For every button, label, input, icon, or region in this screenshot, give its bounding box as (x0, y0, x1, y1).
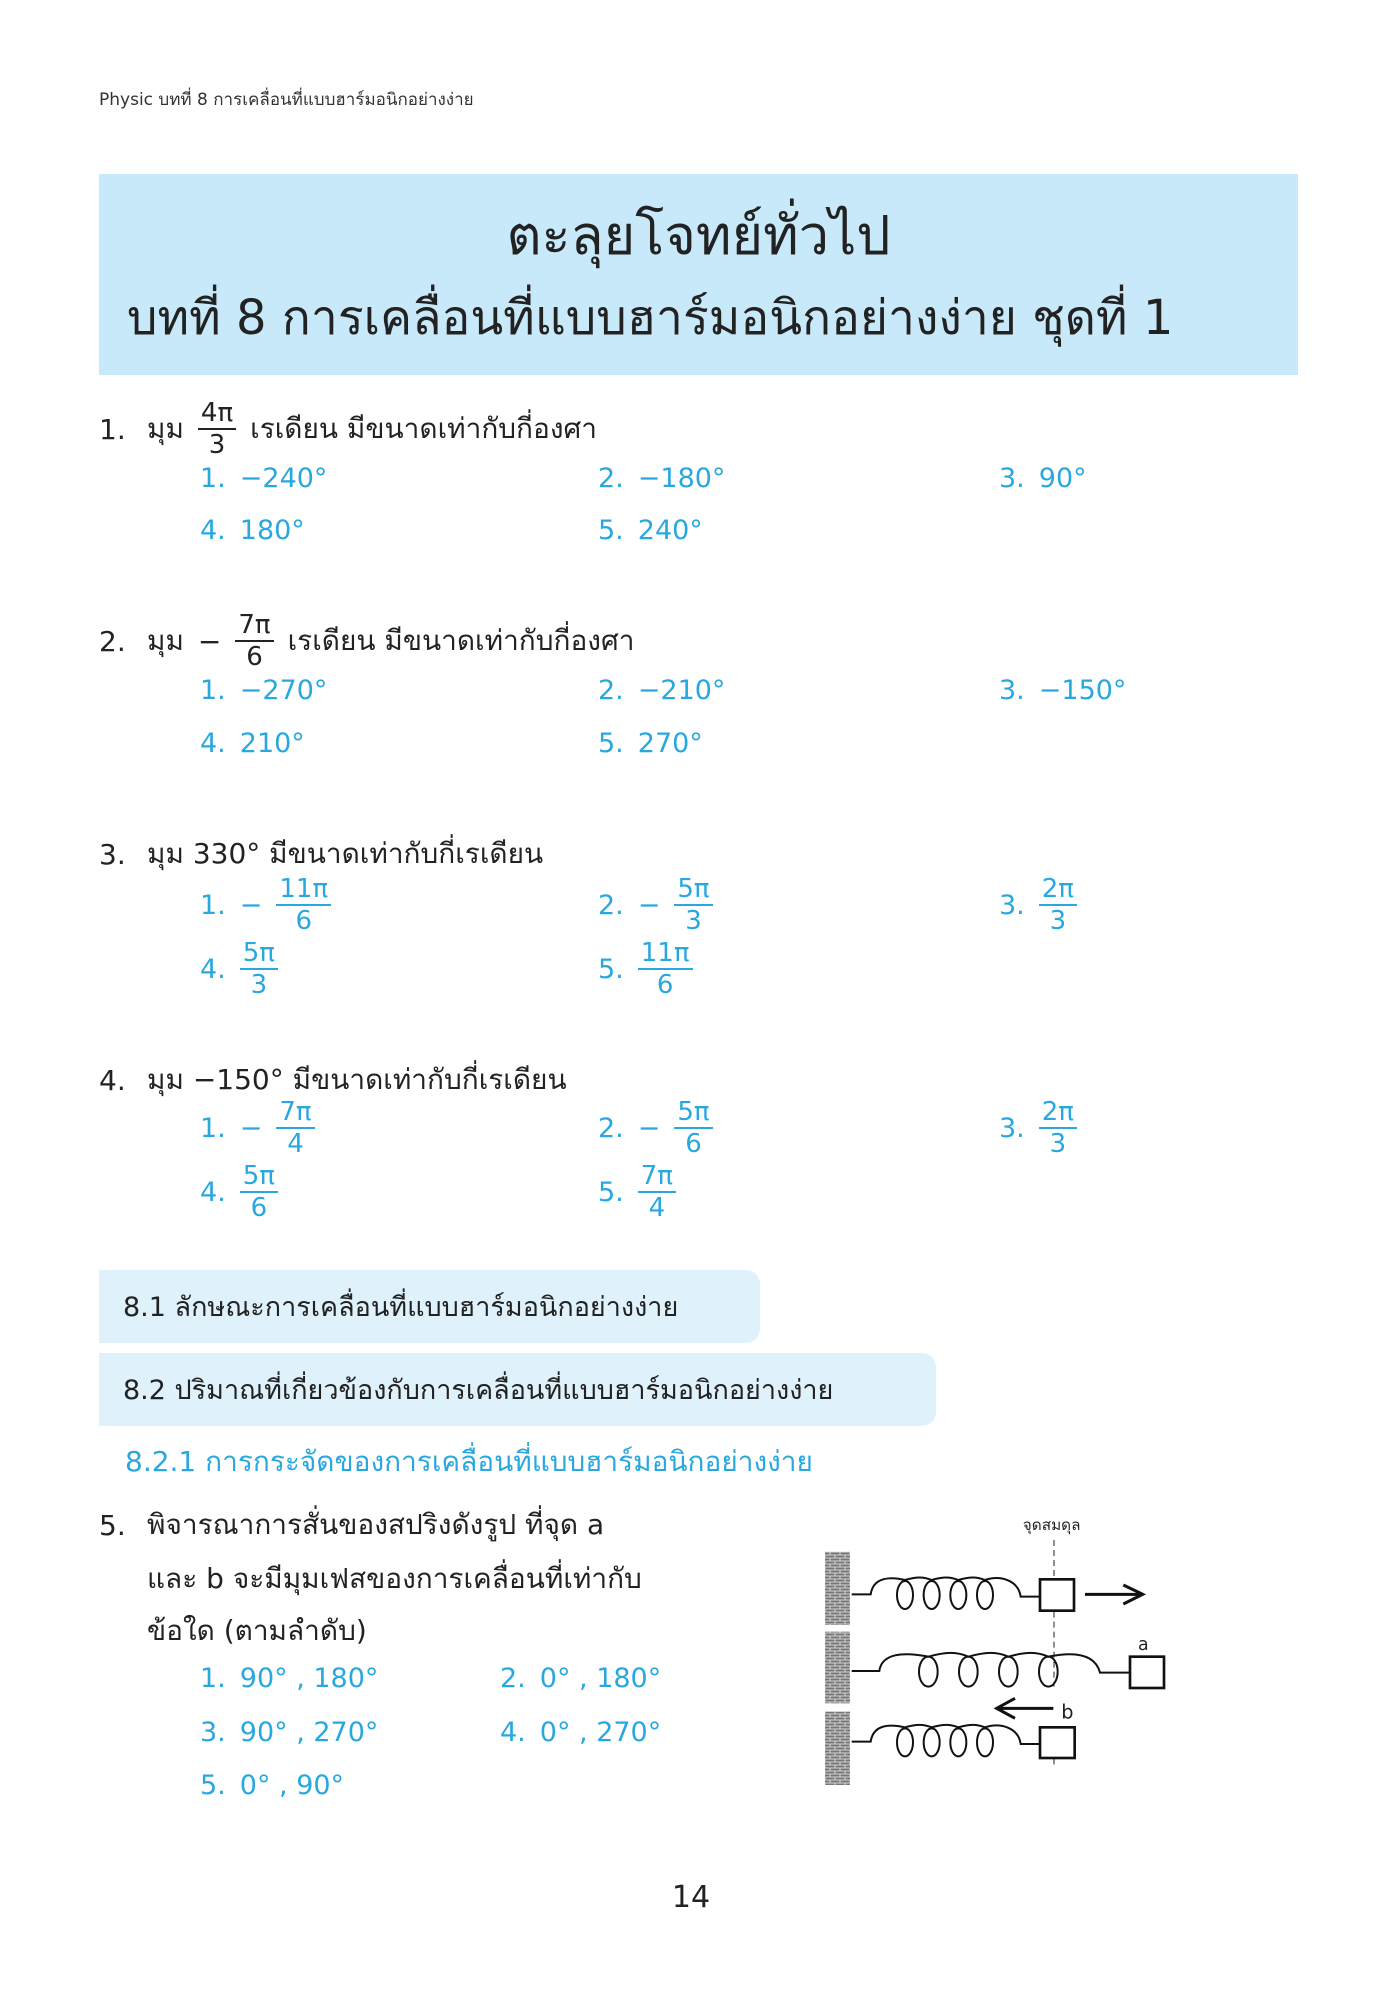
question-2 (99, 612, 634, 670)
question-5-line-3: ข้อใด (ตามลำดับ) (147, 1614, 367, 1647)
fraction (235, 612, 273, 670)
question-text: เรเดียน มีขนาดเท่ากับกี่องศา (287, 624, 635, 657)
q4-option-4[interactable] (200, 1163, 278, 1221)
q5-option-3[interactable] (200, 1717, 378, 1748)
fraction (240, 1163, 278, 1221)
denominator: 6 (295, 906, 313, 936)
q5-option-2[interactable] (500, 1663, 661, 1694)
denominator: 6 (246, 642, 263, 672)
option-number: 5. (598, 515, 624, 546)
option-value: −270° (239, 675, 328, 706)
running-header: Physic บทที่ 8 การเคลื่อนที่แบบฮาร์มอนิกอย่างง่าย (99, 90, 474, 110)
q2-option-4[interactable] (200, 728, 305, 759)
question-text: มุม −150° มีขนาดเท่ากับกี่เรเดียน (147, 1063, 567, 1096)
option-number: 4. (200, 953, 226, 985)
spring-1 (825, 1552, 1143, 1625)
spring-diagram (780, 1480, 1200, 1800)
arrow-left-icon (997, 1698, 1054, 1718)
fraction (674, 1099, 712, 1157)
option-number: 4. (200, 1176, 226, 1208)
option-number: 2. (598, 463, 624, 494)
fraction (198, 400, 236, 458)
question-3 (99, 832, 543, 876)
question-text: มุม 330° มีขนาดเท่ากับกี่เรเดียน (147, 837, 544, 870)
spring-3 (825, 1698, 1075, 1785)
q3-option-2[interactable] (598, 876, 713, 934)
numerator: 7π (276, 1099, 314, 1129)
arrow-right-icon (1085, 1585, 1143, 1604)
q1-option-3[interactable] (999, 463, 1087, 494)
denominator: 3 (208, 430, 226, 460)
option-number: 2. (598, 1112, 624, 1144)
option-value: 210° (239, 728, 305, 759)
question-text: มุม (147, 624, 184, 657)
option-number: 4. (500, 1717, 526, 1748)
denominator: 3 (685, 906, 702, 936)
question-text: มุม (147, 412, 184, 445)
question-number: 1. (99, 412, 126, 446)
option-value: 0° , 180° (539, 1663, 662, 1694)
option-number: 3. (999, 1112, 1025, 1144)
q3-option-3[interactable] (999, 876, 1077, 934)
option-value: −150° (1038, 675, 1127, 706)
option-number: 2. (598, 889, 624, 921)
numerator: 5π (674, 876, 712, 906)
denominator: 4 (648, 1193, 666, 1223)
label-b: b (1061, 1700, 1074, 1724)
option-number: 4. (200, 515, 226, 546)
q3-option-1[interactable] (200, 876, 331, 934)
option-number: 4. (200, 728, 226, 759)
denominator: 6 (656, 970, 674, 1000)
option-value: 0° , 90° (239, 1770, 345, 1801)
numerator: 2π (1039, 876, 1077, 906)
question-number: 3. (99, 837, 126, 871)
fraction (674, 876, 712, 934)
fraction (638, 940, 693, 998)
question-1 (99, 400, 597, 458)
option-number: 5. (598, 1176, 624, 1208)
q3-option-5[interactable] (598, 940, 693, 998)
q3-option-4[interactable] (200, 940, 278, 998)
option-value: 240° (637, 515, 703, 546)
numerator: 4π (198, 400, 236, 430)
option-number: 2. (598, 675, 624, 706)
numerator: 2π (1039, 1099, 1077, 1129)
option-value: 90° , 180° (239, 1663, 379, 1694)
numerator: 11π (276, 876, 331, 906)
option-number: 3. (999, 675, 1025, 706)
option-value: −210° (637, 675, 726, 706)
q4-option-2[interactable] (598, 1099, 713, 1157)
minus-sign: − (637, 1112, 661, 1144)
minus-sign: − (239, 1112, 263, 1144)
option-number: 1. (200, 675, 226, 706)
fraction (638, 1163, 676, 1221)
equilibrium-label: จุดสมดุล (1022, 1516, 1081, 1534)
fraction (276, 876, 331, 934)
option-number: 1. (200, 463, 226, 494)
option-number: 5. (598, 953, 624, 985)
q5-option-4[interactable] (500, 1717, 661, 1748)
fraction (1039, 876, 1077, 934)
option-number: 5. (598, 728, 624, 759)
option-number: 1. (200, 1663, 226, 1694)
section-8-2-heading: 8.2 ปริมาณที่เกี่ยวข้องกับการเคลื่อนที่แบบฮาร์มอนิกอย่างง่าย (99, 1353, 936, 1426)
label-a: a (1138, 1635, 1149, 1655)
option-number: 3. (999, 463, 1025, 494)
fraction (240, 940, 278, 998)
question-4 (99, 1058, 567, 1102)
question-number: 5. (99, 1508, 126, 1542)
numerator: 7π (235, 612, 273, 642)
title-line-2: บทที่ 8 การเคลื่อนที่แบบฮาร์มอนิกอย่างง่าย ชุดที่ 1 (127, 290, 1174, 346)
q1-option-2[interactable] (598, 463, 725, 494)
option-number: 5. (200, 1770, 226, 1801)
spring-2 (825, 1632, 1164, 1704)
title-box (99, 174, 1298, 375)
minus-sign: − (197, 624, 222, 658)
minus-sign: − (637, 889, 661, 921)
option-number: 1. (200, 1112, 226, 1144)
question-5 (99, 1503, 604, 1547)
denominator: 3 (1049, 1129, 1067, 1159)
option-value: 90° (1038, 463, 1087, 494)
q4-option-1[interactable] (200, 1099, 315, 1157)
option-number: 2. (500, 1663, 526, 1694)
option-value: 0° , 270° (539, 1717, 662, 1748)
numerator: 5π (674, 1099, 712, 1129)
fraction (1039, 1099, 1077, 1157)
option-value: −240° (239, 463, 328, 494)
q1-option-4[interactable] (200, 515, 305, 546)
option-number: 3. (999, 889, 1025, 921)
numerator: 5π (240, 1163, 278, 1193)
numerator: 5π (240, 940, 278, 970)
fraction (276, 1099, 314, 1157)
option-value: 270° (637, 728, 703, 759)
q2-option-2[interactable] (598, 675, 725, 706)
section-8-1-heading: 8.1 ลักษณะการเคลื่อนที่แบบฮาร์มอนิกอย่างง่าย (99, 1270, 760, 1343)
section-8-2-1-heading: 8.2.1 การกระจัดของการเคลื่อนที่แบบฮาร์มอนิกอย่างง่าย (125, 1445, 813, 1478)
q4-option-5[interactable] (598, 1163, 676, 1221)
denominator: 6 (250, 1193, 268, 1223)
q1-option-5[interactable] (598, 515, 703, 546)
option-value: −180° (637, 463, 726, 494)
wall-1 (825, 1552, 850, 1625)
q4-option-3[interactable] (999, 1099, 1077, 1157)
numerator: 11π (638, 940, 693, 970)
denominator: 4 (287, 1129, 304, 1159)
minus-sign: − (239, 889, 263, 921)
q2-option-1[interactable] (200, 675, 327, 706)
denominator: 3 (250, 970, 268, 1000)
option-value: 90° , 270° (239, 1717, 379, 1748)
title-line-1: ตะลุยโจทย์ทั่วไป (506, 204, 891, 267)
q1-option-1[interactable] (200, 463, 327, 494)
page-number: 14 (671, 1880, 711, 1915)
question-text: เรเดียน มีขนาดเท่ากับกี่องศา (250, 412, 597, 445)
denominator: 3 (1049, 906, 1067, 936)
question-5-line-2: และ b จะมีมุมเฟสของการเคลื่อนที่เท่ากับ (147, 1562, 642, 1595)
q2-option-3[interactable] (999, 675, 1126, 706)
question-number: 4. (99, 1063, 126, 1097)
option-number: 3. (200, 1717, 226, 1748)
numerator: 7π (638, 1163, 676, 1193)
option-value: 180° (239, 515, 305, 546)
question-number: 2. (99, 624, 126, 658)
q2-option-5[interactable] (598, 728, 703, 759)
question-text: พิจารณาการสั่นของสปริงดังรูป ที่จุด a (147, 1508, 605, 1541)
denominator: 6 (685, 1129, 702, 1159)
q5-option-5[interactable] (200, 1770, 344, 1801)
q5-option-1[interactable] (200, 1663, 378, 1694)
option-number: 1. (200, 889, 226, 921)
